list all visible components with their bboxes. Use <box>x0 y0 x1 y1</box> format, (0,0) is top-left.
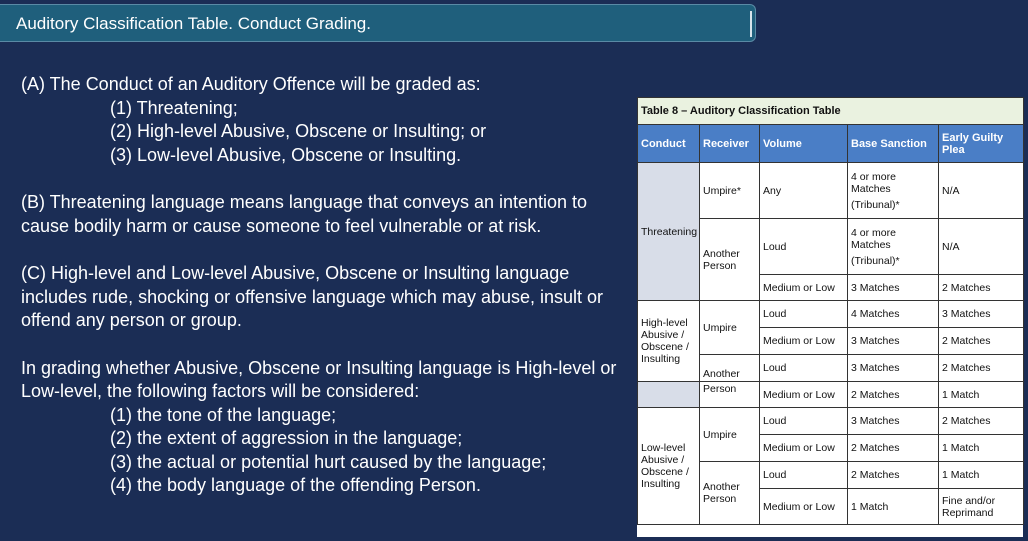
plea-cell: 3 Matches <box>939 301 1024 328</box>
base-sanction-cell <box>848 219 939 275</box>
paragraph-b: (B) Threatening language means language that conveys an intention to cause bodily harm or cause someone to feel vulnerable or at risk. <box>21 192 588 236</box>
title-banner <box>0 4 756 42</box>
volume-cell: Loud <box>760 301 848 328</box>
receiver-cell: Person <box>700 382 760 408</box>
base-sanction-cell: 1 Match <box>848 489 939 525</box>
base-sanction-cell: 3 Matches <box>848 275 939 301</box>
volume-cell: Loud <box>760 462 848 489</box>
list-a-item-2: (2) High-level Abusive, Obscene or Insulting; or <box>110 121 487 141</box>
volume-cell: Medium or Low <box>760 275 848 301</box>
header-base-sanction: Base Sanction <box>848 125 939 163</box>
base-sanction-cell: 2 Matches <box>848 435 939 462</box>
base-sanction-cell: 3 Matches <box>848 355 939 382</box>
volume-cell: Medium or Low <box>760 328 848 355</box>
table-caption: Table 8 – Auditory Classification Table <box>638 98 1024 125</box>
volume-cell: Medium or Low <box>760 382 848 408</box>
volume-cell: Loud <box>760 408 848 435</box>
header-volume: Volume <box>760 125 848 163</box>
header-conduct: Conduct <box>638 125 700 163</box>
conduct-high-level: High-level Abusive / Obscene / Insulting <box>638 301 700 382</box>
body-text <box>21 73 621 498</box>
receiver-cell: Umpire <box>700 408 760 462</box>
paragraph-a: (A) The Conduct of an Auditory Offence will be graded as: <box>21 74 481 94</box>
conduct-threatening: Threatening <box>638 163 700 301</box>
receiver-cell: Another Person <box>700 462 760 525</box>
base-sanction-cell: 3 Matches <box>848 328 939 355</box>
list-d-item-2: (2) the extent of aggression in the language; <box>110 428 463 448</box>
receiver-cell: Another <box>700 355 760 382</box>
header-early-guilty-plea: Early Guilty Plea <box>939 125 1024 163</box>
volume-cell: Medium or Low <box>760 489 848 525</box>
paragraph-d: In grading whether Abusive, Obscene or Insulting language is High-level or Low-level, the following factors will be considered: <box>21 357 617 401</box>
list-a-item-3: (3) Low-level Abusive, Obscene or Insulting. <box>110 144 462 165</box>
plea-cell: N/A <box>939 219 1024 275</box>
paragraph-c: (C) High-level and Low-level Abusive, Obscene or Insulting language includes rude, shocking or offensive language which may abuse, insult or offend any person or group. <box>21 263 604 330</box>
receiver-cell: Umpire <box>700 301 760 355</box>
base-sanction-cell: 4 Matches <box>848 301 939 328</box>
plea-cell: Fine and/or Reprimand <box>939 489 1024 525</box>
plea-cell: 2 Matches <box>939 408 1024 435</box>
base-sanction-note: (Tribunal)* <box>851 254 900 267</box>
list-d-item-3: (3) the actual or potential hurt caused by the language; <box>110 451 547 472</box>
receiver-cell: Umpire* <box>700 163 760 219</box>
table-row <box>638 382 1024 408</box>
table-row <box>638 408 1024 435</box>
plea-cell: 1 Match <box>939 382 1024 408</box>
list-d-item-4: (4) the body language of the offending Person. <box>110 475 481 495</box>
base-sanction-line: 4 or more Matches <box>851 170 896 195</box>
base-sanction-cell: 3 Matches <box>848 408 939 435</box>
plea-cell: N/A <box>939 163 1024 219</box>
classification-table-image <box>637 97 1023 537</box>
classification-table <box>637 97 1024 525</box>
plea-cell: 2 Matches <box>939 328 1024 355</box>
volume-cell: Loud <box>760 355 848 382</box>
list-d-item-1: (1) the tone of the language; <box>110 404 337 425</box>
base-sanction-cell: 2 Matches <box>848 462 939 489</box>
base-sanction-cell: 2 Matches <box>848 382 939 408</box>
receiver-cell: Another Person <box>700 219 760 301</box>
list-a-item-1: (1) Threatening; <box>110 97 238 118</box>
header-receiver: Receiver <box>700 125 760 163</box>
plea-cell: 2 Matches <box>939 275 1024 301</box>
base-sanction-line: 4 or more Matches <box>851 226 896 251</box>
table-row <box>638 163 1024 219</box>
base-sanction-cell <box>848 163 939 219</box>
conduct-low-level: Low-level Abusive / Obscene / Insulting <box>638 408 700 525</box>
base-sanction-note: (Tribunal)* <box>851 198 900 211</box>
plea-cell: 1 Match <box>939 462 1024 489</box>
plea-cell: 1 Match <box>939 435 1024 462</box>
title-accent-line <box>750 11 752 37</box>
table-row <box>638 301 1024 328</box>
volume-cell: Any <box>760 163 848 219</box>
volume-cell: Medium or Low <box>760 435 848 462</box>
slide-title: Auditory Classification Table. Conduct Grading. <box>16 14 371 33</box>
plea-cell: 2 Matches <box>939 355 1024 382</box>
volume-cell: Loud <box>760 219 848 275</box>
conduct-empty-cell <box>638 382 700 408</box>
